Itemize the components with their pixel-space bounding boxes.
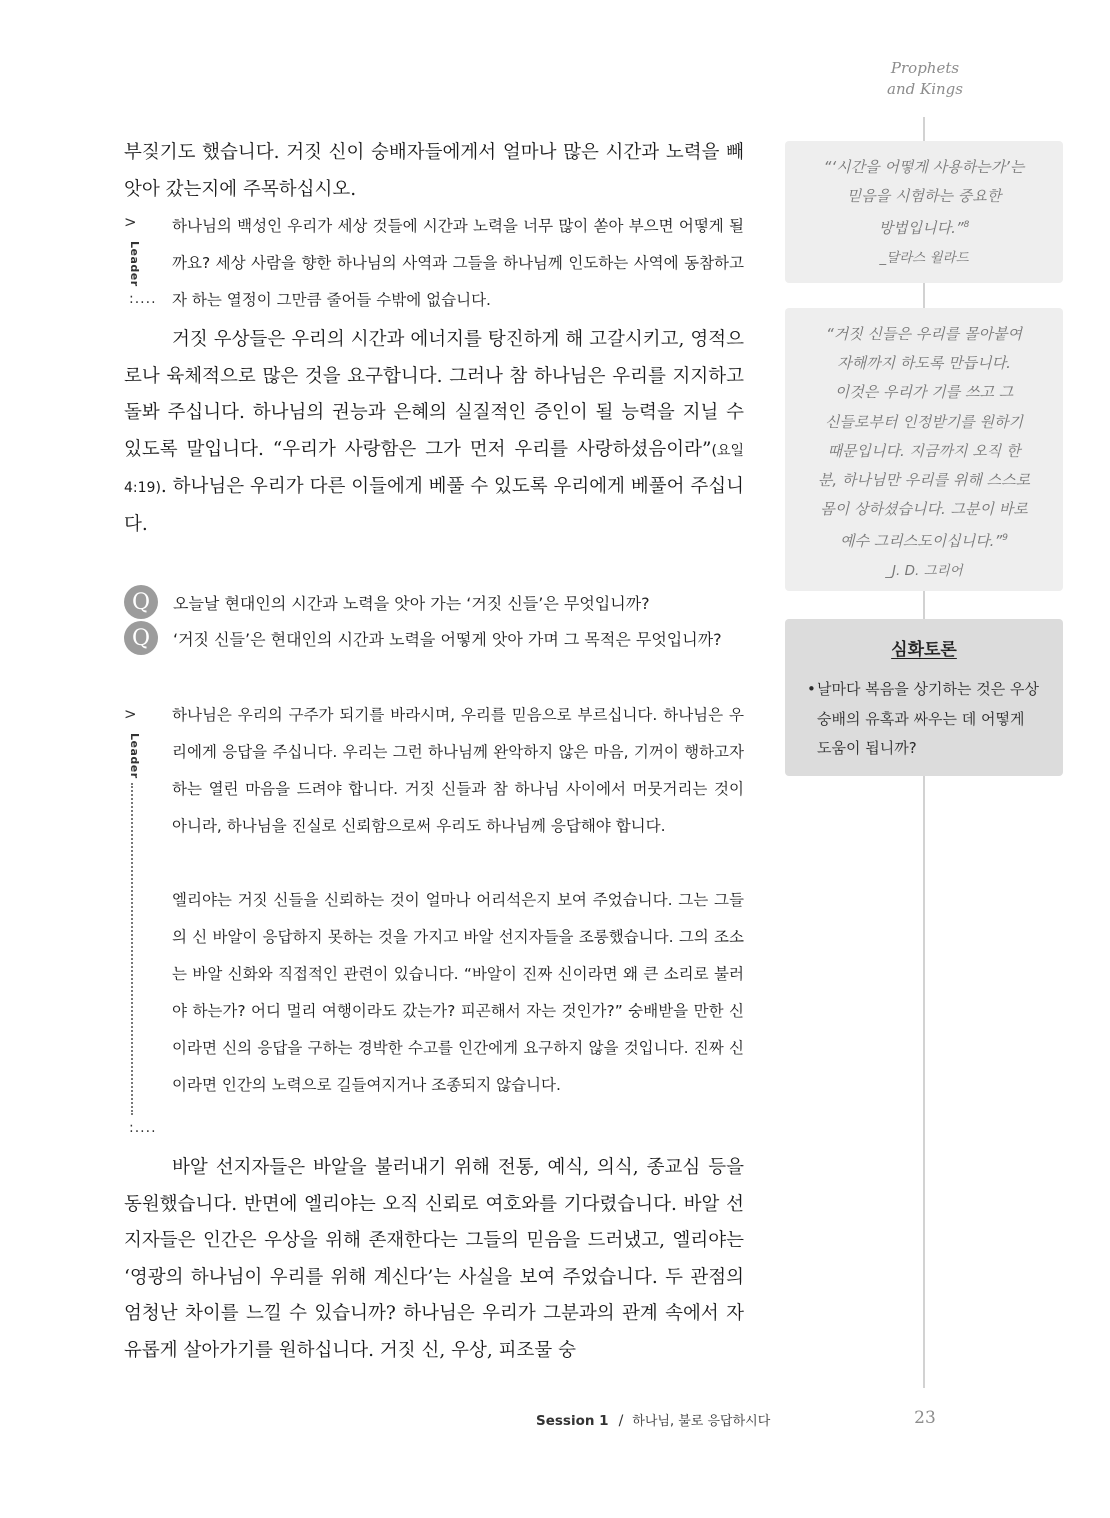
sidebar-quote <box>785 308 1063 591</box>
leader-marker <box>124 213 160 316</box>
question-text: 오늘날 현대인의 시간과 노력을 앗아 가는 ‘거짓 신들’은 무엇입니까? <box>173 593 650 613</box>
footer-session: Session 1 <box>536 1413 609 1429</box>
leader-dotted-line <box>131 783 133 1115</box>
body-paragraph: 부짖기도 했습니다. 거짓 신이 숭배자들에게서 얼마나 많은 시간과 노력을 빼앗아 갔는지에 주목하십시오. <box>124 142 744 200</box>
leader-note: 하나님의 백성인 우리가 세상 것들에 시간과 노력을 너무 많이 쏟아 부으면 어떻게 될까요? 세상 사람을 향한 하나님의 사역과 그들을 하나님께 인도하는 사역에 동참하고자 하는 열정이 그만큼 줄어들 수밖에 없습니다. <box>172 217 744 309</box>
quote-line: 믿음을 시험하는 중요한 <box>846 187 1002 206</box>
footnote-marker: 8 <box>963 220 970 231</box>
footnote-marker: 9 <box>1002 533 1008 544</box>
quote-line: 분, 하나님만 우리를 위해 스스로 <box>817 471 1031 490</box>
leader-note: 엘리야는 거짓 신들을 신뢰하는 것이 얼마나 어리석은지 보여 주었습니다. 그는 그들의 신 바알이 응답하지 못하는 것을 가지고 바알 선지자들을 조롱했습니다. 그의 조소는 바알 신화와 직접적인 관련이 있습니다. “바알이 진짜 신이라면 왜 큰 소리로 불러야 하는가? 어디 멀리 여행이라도 갔는가? 피곤해서 자는 것인가?” 숭배받을 만한 신이라면 신의 응답을 구하는 경박한 수고를 인간에게 요구하지 않을 것입니다. 진짜 신이라면 인간의 노력으로 길들여지거나 조종되지 않습니다. <box>172 891 744 1094</box>
discussion-item <box>807 675 1057 764</box>
leader-marker <box>124 705 160 1145</box>
quote-line: 신들로부터 인정받기를 원하기 <box>825 412 1023 431</box>
quote-line: 때문입니다. 지금까지 오직 한 <box>827 441 1021 460</box>
footer-title: 하나님, 불로 응답하시다 <box>632 1414 771 1429</box>
leader-end-dots: :.... <box>129 1120 157 1136</box>
quote-author: _달라스 윌라드 <box>879 249 969 266</box>
quote-line: 자해까지 하도록 만듭니다. <box>837 354 1011 373</box>
quote-author: _J. D. 그리어 <box>885 562 963 579</box>
leader-note: 하나님은 우리의 구주가 되기를 바라시며, 우리를 믿음으로 부르십니다. 하나님은 우리에게 응답을 주십니다. 우리는 그런 하나님께 완악하지 않은 마음, 기꺼이 행하고자 하는 열린 마음을 드려야 합니다. 거짓 신들과 참 하나님 사이에서 머뭇거리는 것이 아니라, 하나님을 진실로 신뢰함으로써 우리도 하나님께 응답해야 합니다. <box>172 706 744 835</box>
question-text: ‘거짓 신들’은 현대인의 시간과 노력을 어떻게 앗아 가며 그 목적은 무엇입니까? <box>173 629 722 649</box>
leader-arrow-icon: > <box>124 213 137 231</box>
margin-rule <box>923 776 925 1388</box>
sidebar-quote <box>785 141 1063 283</box>
quote-line: “‘시간을 어떻게 사용하는가’는 <box>823 158 1025 176</box>
leader-label: Leader <box>128 733 141 779</box>
quote-line: 예수 그리스도이십니다.”$^9$ <box>840 532 1008 551</box>
margin-rule <box>923 283 925 308</box>
margin-rule <box>923 117 925 141</box>
running-head-line-1: Prophets <box>890 59 960 77</box>
quote-line: 방법입니다.”$^8$ <box>878 219 970 238</box>
discussion-line: 도움이 됩니까? <box>817 739 917 757</box>
page-number: 23 <box>914 1408 936 1428</box>
discussion-line: 숭배의 유혹과 싸우는 데 어떻게 <box>817 709 1025 728</box>
page-footer <box>536 1410 770 1434</box>
running-head <box>860 58 990 100</box>
question-item <box>124 620 722 656</box>
leader-label: Leader <box>128 241 141 287</box>
body-paragraph <box>124 322 744 543</box>
question-item <box>124 584 650 620</box>
body-text: . 하나님은 우리가 다른 이들에게 베풀 수 있도록 우리에게 베풀어 주십니다. <box>124 476 744 535</box>
question-icon: Q <box>124 585 158 619</box>
body-paragraph: 바알 선지자들은 바알을 불러내기 위해 전통, 예식, 의식, 종교심 등을 동원했습니다. 반면에 엘리야는 오직 신뢰로 여호와를 기다렸습니다. 바알 선지자들은 인간은 우상을 위해 존재한다는 그들의 믿음을 드러냈고, 엘리야는 ‘영광의 하나님이 우리를 위해 계신다’는 사실을 보여 주었습니다. 두 관점의 엄청난 차이를 느낄 수 있습니까? 하나님은 우리가 그분과의 관계 속에서 자유롭게 살아가기를 원하십니다. 거짓 신, 우상, 피조물 숭 <box>124 1157 744 1361</box>
scripture-reference: (요일 4:19) <box>124 442 744 496</box>
quote-line: 이것은 우리가 기를 쓰고 그 <box>834 383 1014 402</box>
quote-line: “거짓 신들은 우리를 몰아붙여 <box>826 325 1022 343</box>
body-text: 거짓 우상들은 우리의 시간과 에너지를 탕진하게 해 고갈시키고, 영적으로나 육체적으로 많은 것을 요구합니다. 그러나 참 하나님은 우리를 지지하고 돌봐 주십니다. 하나님의 권능과 은혜의 실질적인 증인이 될 능력을 지닐 수 있도록 말입니다. “우리가 사랑함은 그가 먼저 우리를 사랑하셨음이라” <box>124 329 744 460</box>
margin-rule <box>923 591 925 619</box>
running-head-line-2: and Kings <box>887 80 963 98</box>
discussion-box <box>785 619 1063 776</box>
footer-separator: / <box>618 1413 624 1429</box>
question-icon: Q <box>124 621 158 655</box>
discussion-title: 심화토론 <box>891 640 957 660</box>
discussion-line: 날마다 복음을 상기하는 것은 우상 <box>817 680 1039 698</box>
bullet-icon: • <box>807 680 816 698</box>
leader-end-dots: :.... <box>129 291 157 307</box>
quote-line: 몸이 상하셨습니다. 그분이 바로 <box>820 500 1028 519</box>
leader-arrow-icon: > <box>124 705 137 723</box>
